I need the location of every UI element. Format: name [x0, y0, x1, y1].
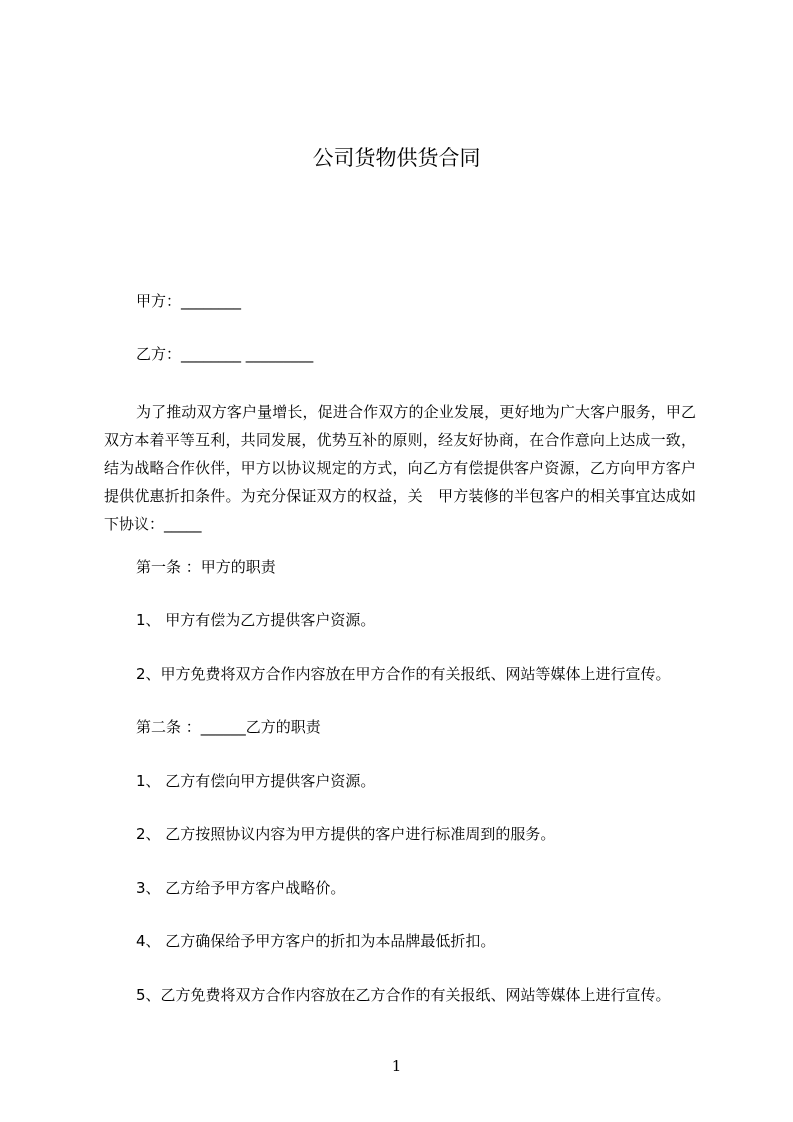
article-2-item: 2、 乙方按照协议内容为甲方提供的客户进行标准周到的服务。 [136, 825, 556, 843]
party-b-line: 乙方：________ _________ [136, 345, 314, 363]
article-2-item: 3、 乙方给予甲方客户战略价。 [136, 879, 346, 897]
article-2-heading: 第二条 ：______乙方的职责 [136, 718, 321, 736]
article-1-item: 2、甲方免费将双方合作内容放在甲方合作的有关报纸、网站等媒体上进行宣传。 [136, 665, 671, 683]
preamble-paragraph: 为了推动双方客户量增长，促进合作双方的企业发展，更好地为广大客户服务，甲乙双方本着平等互利，共同发展，优势互补的原则，经友好协商，在合作意向上达成一致，结为战略合作伙伴，甲方以协议规定的方式，向乙方有偿提供客户资源，乙方向甲方客户提供优惠折扣条件。为充分保证双方的权益，关 甲方装修的半包客户的相关事宜达成如下协议：_____ [104, 403, 696, 533]
party-a-line: 甲方：________ [136, 292, 242, 310]
article-2-item: 4、 乙方确保给予甲方客户的折扣为本品牌最低折扣。 [136, 932, 496, 950]
article-1-item: 1、 甲方有偿为乙方提供客户资源。 [136, 611, 376, 629]
article-2-item: 5、乙方免费将双方合作内容放在乙方合作的有关报纸、网站等媒体上进行宣传。 [136, 986, 671, 1004]
article-2-item: 1、 乙方有偿向甲方提供客户资源。 [136, 772, 376, 790]
document-title: 公司货物供货合同 [312, 146, 481, 170]
article-1-heading: 第一条 ：甲方的职责 [136, 558, 276, 576]
page-number: 1 [391, 1057, 402, 1075]
